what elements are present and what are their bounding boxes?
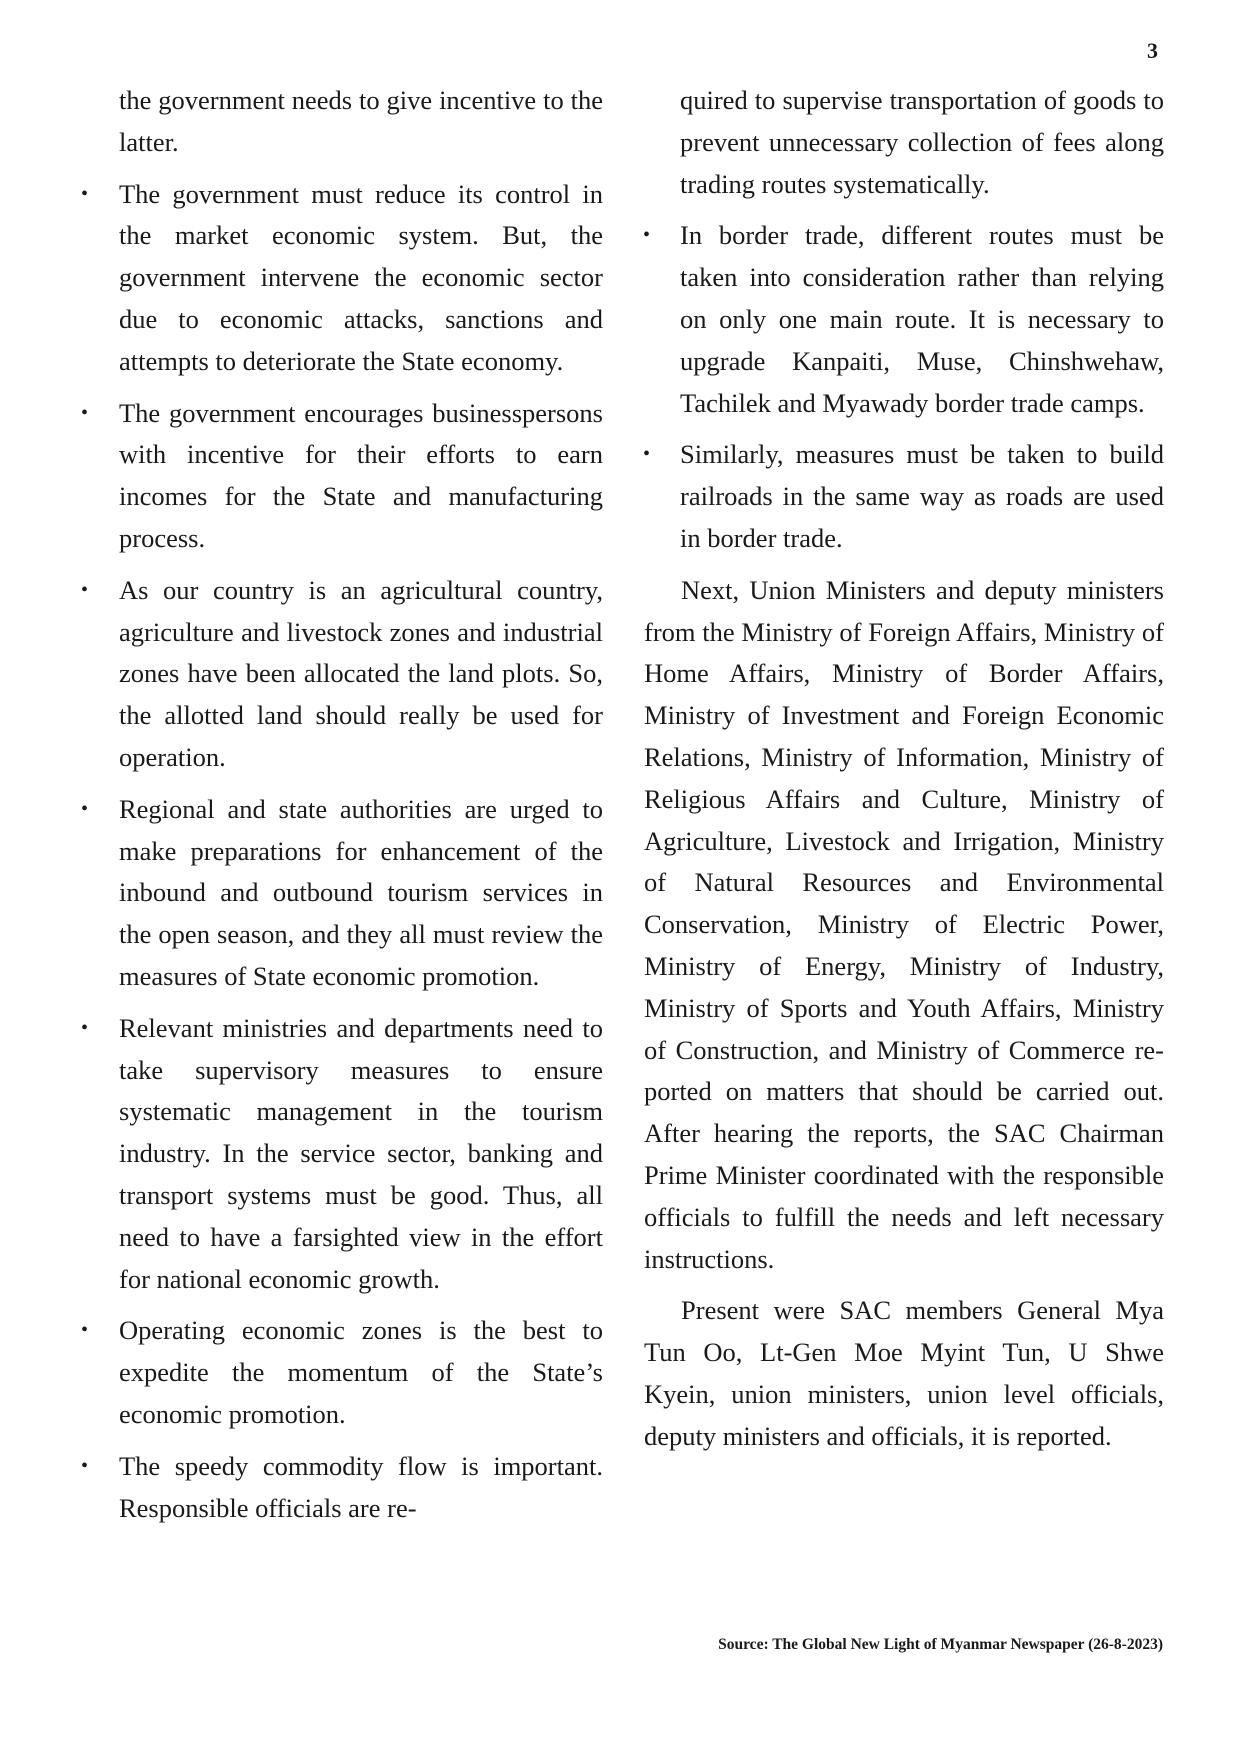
left-column xyxy=(81,80,603,1539)
bullet-text: In border trade, different routes must be taken into consideration rather than relying on only one main route. It is necessary to upgrade Kanpaiti, Muse, Chinshwehaw, Tachilek and Myawady border trade camps. xyxy=(680,220,1164,418)
bullet-item xyxy=(81,789,603,998)
left-continuation-text: the government needs to give incentive to the latter. xyxy=(119,85,603,157)
bullet-text: The speedy commodity flow is important. Responsible officials are re- xyxy=(119,1450,603,1523)
bullet-item xyxy=(81,1446,603,1530)
bullet-text: Operating economic zones is the best to expedite the momentum of the State’s economic promotion. xyxy=(119,1315,603,1429)
bullet-text: As our country is an agricultural country, agriculture and livestock zones and industrial zones have been allocated the land plots. So, the allotted land should really be used for operation. xyxy=(119,574,603,772)
bullet-dot-icon: • xyxy=(81,1016,89,1039)
right-continuation-text: quired to supervise transportation of goods to prevent unnecessary collection of fees along trading routes systematically. xyxy=(680,85,1164,199)
bullet-dot-icon: • xyxy=(643,224,651,247)
page-number: 3 xyxy=(1147,38,1158,63)
right-bullet-list xyxy=(644,215,1164,559)
body-paragraph: Present were SAC members General Mya Tun Oo, Lt-Gen Moe Myint Tun, U Shwe Kyein, union ministers, union level officials, deputy ministers and officials, it is reported. xyxy=(644,1295,1164,1451)
bullet-item xyxy=(81,1008,603,1301)
bullet-item xyxy=(643,434,1164,559)
left-bullet-list xyxy=(81,174,603,1530)
bullet-dot-icon: • xyxy=(81,797,89,820)
bullet-item xyxy=(643,215,1164,424)
bullet-text: The government must reduce its control in the market economic system. But, the government intervene the economic sector due to economic attacks, sanctions and attempts to deteriorate the State economy. xyxy=(119,178,603,376)
source-citation: Source: The Global New Light of Myanmar Newspaper (26-8-2023) xyxy=(718,1636,1163,1653)
bullet-item xyxy=(81,570,603,779)
bullet-text: Regional and state authorities are urged to make preparations for enhancement of the inbound and outbound tourism services in the open season, and they all must review the measures of State economic promotion. xyxy=(119,793,603,991)
right-column xyxy=(644,80,1164,1468)
bullet-text: Similarly, measures must be taken to build railroads in the same way as roads are used in border trade. xyxy=(680,439,1164,553)
bullet-dot-icon: • xyxy=(81,1319,89,1342)
bullet-item xyxy=(81,393,603,560)
bullet-item xyxy=(81,1310,603,1435)
bullet-text: Relevant ministries and departments need to take supervisory measures to ensure systematic management in the tourism industry. In the service sector, banking and transport systems must be good. Thus, all need to have a farsighted view in the effort for national economic growth. xyxy=(119,1012,603,1294)
bullet-dot-icon: • xyxy=(81,578,89,601)
bullet-text: The government encourages businesspersons with incentive for their efforts to earn incomes for the State and manufacturing process. xyxy=(119,397,603,553)
bullet-dot-icon: • xyxy=(81,401,89,424)
body-paragraph: Next, Union Ministers and deputy ministers from the Ministry of Foreign Affairs, Ministry of Home Affairs, Ministry of Border Affairs, Ministry of Investment and Foreign Economic Relations, Ministry of Information, Ministry of Religious Affairs and Culture, Ministry of Agriculture, Livestock and Irrigation, Ministry of Natural Resources and Environmental Conservation, Ministry of Electric Power, Ministry of Energy, Ministry of Industry, Ministry of Sports and Youth Affairs, Ministry of Construction, and Ministry of Commerce reported on matters that should be carried out. After hearing the reports, the SAC Chairman Prime Minister coordinated with the responsible officials to fulfill the needs and left necessary instructions. xyxy=(644,574,1164,1274)
bullet-dot-icon: • xyxy=(81,182,89,205)
bullet-dot-icon: • xyxy=(81,1454,89,1477)
bullet-item xyxy=(81,174,603,383)
bullet-dot-icon: • xyxy=(643,443,651,466)
